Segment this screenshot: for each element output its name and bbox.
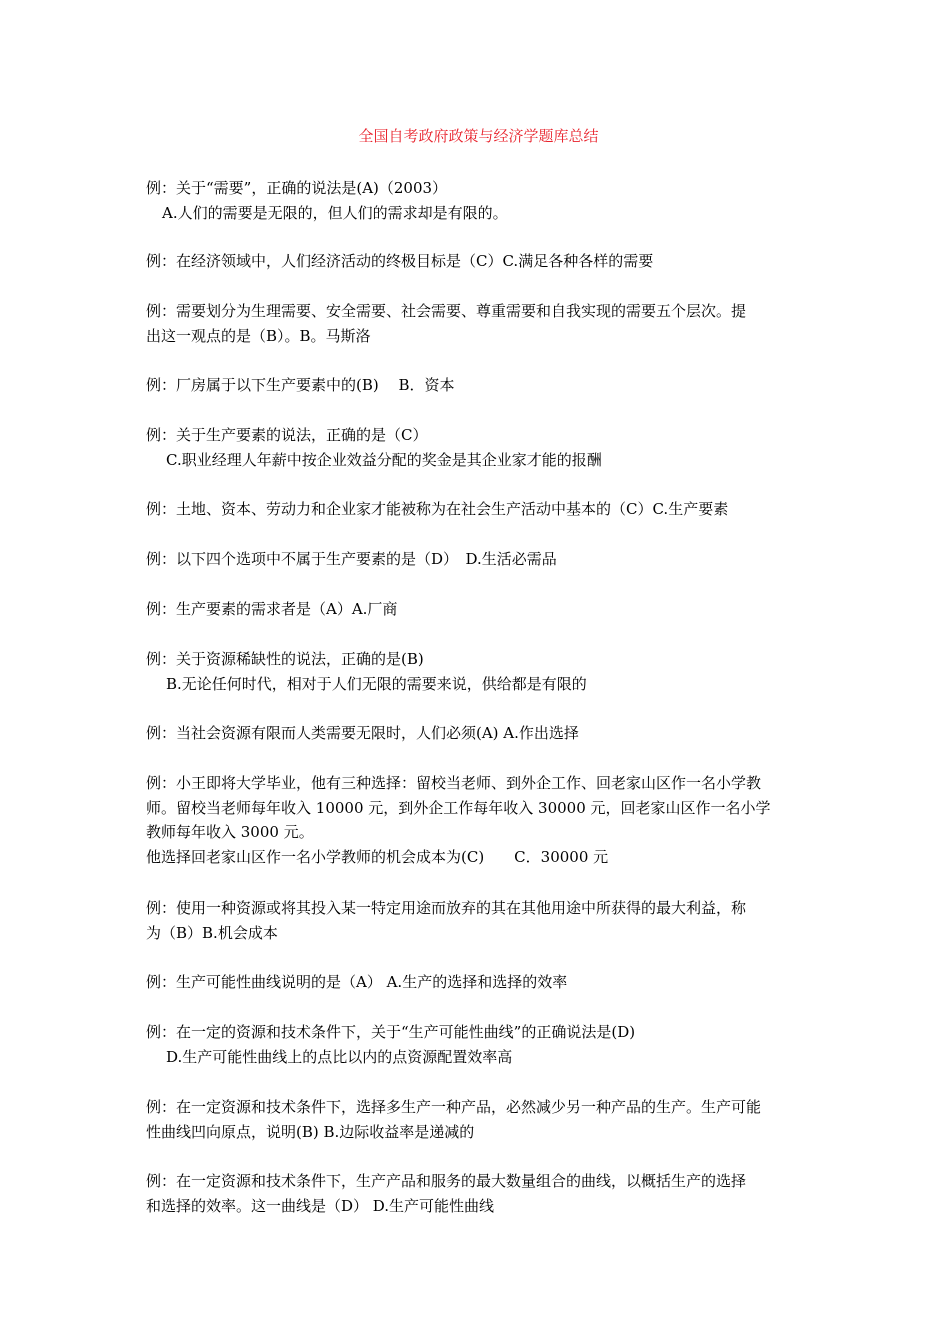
- question-text: 例：在经济领域中，人们经济活动的终极目标是（C）C.满足各种各样的需要: [146, 252, 654, 270]
- document-title: 全国自考政府政策与经济学题库总结: [358, 127, 599, 145]
- question-text-continued: 师。留校当老师每年收入 10000 元，到外企工作每年收入 30000 元，回老家山区作一名小学: [146, 798, 771, 817]
- answer-text: D.生产可能性曲线上的点比以内的点资源配置效率高: [166, 1047, 513, 1066]
- question-text-continued: 教师每年收入 3000 元。: [146, 823, 314, 841]
- question-text: 例：在一定资源和技术条件下，生产产品和服务的最大数量组合的曲线，以概括生产的选择: [146, 1172, 747, 1190]
- question-text: 例：需要划分为生理需要、安全需要、社会需要、尊重需要和自我实现的需要五个层次。提: [146, 302, 747, 320]
- question-14: [146, 1020, 811, 1069]
- question-2: [146, 249, 811, 274]
- question-text: 例：关于资源稀缺性的说法，正确的是(B): [146, 650, 424, 668]
- question-text: 例：使用一种资源或将其投入某一特定用途而放弃的其在其他用途中所获得的最大利益，称: [146, 899, 747, 917]
- question-9: [146, 647, 811, 696]
- question-15: [146, 1095, 811, 1144]
- question-12: [146, 896, 811, 945]
- question-text: 例：厂房属于以下生产要素中的(B) B．资本: [146, 376, 455, 394]
- question-text: 例：生产可能性曲线说明的是（A） A.生产的选择和选择的效率: [146, 973, 568, 991]
- question-text: 例：生产要素的需求者是（A）A.厂商: [146, 600, 398, 618]
- question-text: 例：在一定资源和技术条件下，选择多生产一种产品，必然减少另一种产品的生产。生产可能: [146, 1098, 762, 1116]
- question-5: [146, 423, 811, 472]
- answer-text: C.职业经理人年薪中按企业效益分配的奖金是其企业家才能的报酬: [166, 450, 602, 469]
- question-text-continued: 出这一观点的是（B）。B。马斯洛: [146, 326, 371, 345]
- question-4: [146, 373, 811, 398]
- question-text: 例：当社会资源有限而人类需要无限时，人们必须(A) A.作出选择: [146, 724, 579, 742]
- question-text: 例：土地、资本、劳动力和企业家才能被称为在社会生产活动中基本的（C）C.生产要素: [146, 500, 729, 518]
- answer-text: A.人们的需要是无限的，但人们的需求却是有限的。: [162, 203, 508, 222]
- question-7: [146, 547, 811, 572]
- question-text-continued: 性曲线凹向原点，说明(B) B.边际收益率是递减的: [146, 1122, 475, 1141]
- question-text: 例：在一定的资源和技术条件下，关于“生产可能性曲线”的正确说法是(D): [146, 1023, 636, 1041]
- question-text: 例：关于生产要素的说法，正确的是（C）: [146, 426, 428, 444]
- question-text: 例：小王即将大学毕业，他有三种选择：留校当老师、到外企工作、回老家山区作一名小学教: [146, 774, 762, 792]
- question-1: [146, 176, 811, 225]
- question-13: [146, 970, 811, 995]
- question-8: [146, 597, 811, 622]
- question-3: [146, 299, 811, 348]
- question-text-continued: 他选择回老家山区作一名小学教师的机会成本为(C) C．30000 元: [146, 847, 609, 866]
- question-text-continued: 为（B）B.机会成本: [146, 923, 278, 942]
- answer-text: B.无论任何时代，相对于人们无限的需要来说，供给都是有限的: [166, 674, 587, 693]
- question-text-continued: 和选择的效率。这一曲线是（D） D.生产可能性曲线: [146, 1196, 495, 1215]
- question-11: [146, 771, 811, 869]
- question-16: [146, 1169, 811, 1218]
- question-6: [146, 497, 811, 522]
- question-text: 例：关于“需要”，正确的说法是(A)（2003）: [146, 179, 448, 197]
- question-10: [146, 721, 811, 746]
- question-text: 例：以下四个选项中不属于生产要素的是（D） D.生活必需品: [146, 550, 557, 568]
